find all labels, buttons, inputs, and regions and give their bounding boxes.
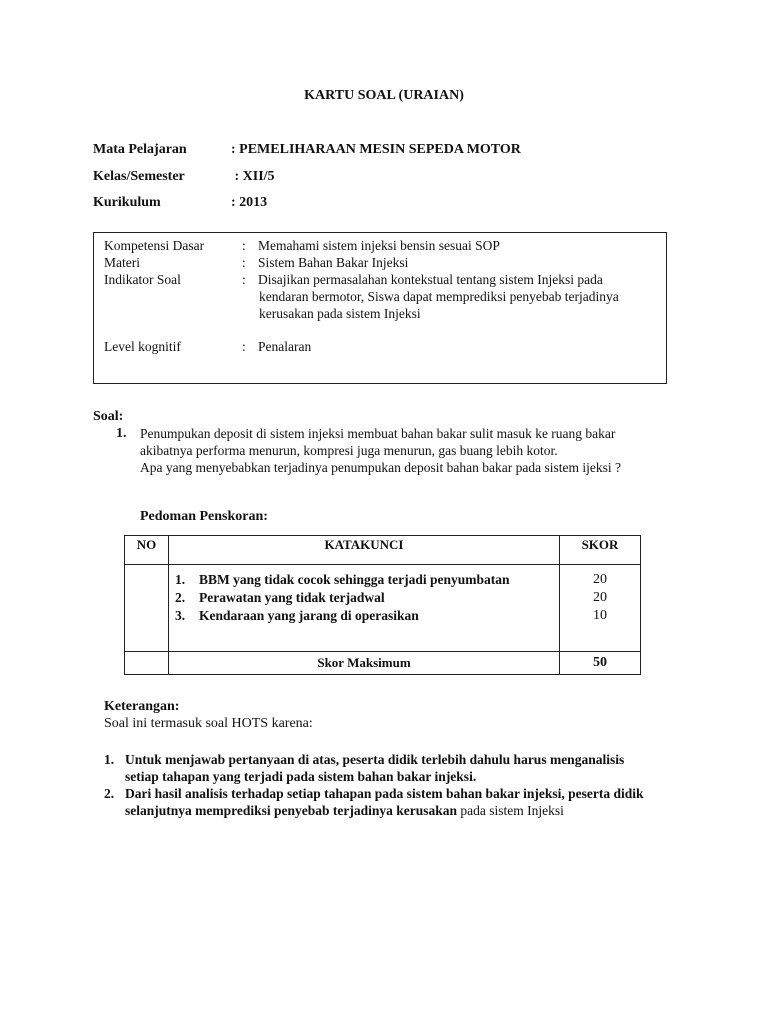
pedoman-label: Pedoman Penskoran: (140, 509, 268, 524)
katakunci-cell (169, 565, 560, 652)
question-line-3: Apa yang menyebabkan terjadinya penumpukan deposit bahan bakar pada sistem ijeksi ? (140, 460, 621, 475)
item-number: 3. (175, 608, 186, 623)
max-score-row (125, 652, 641, 675)
colon: : (242, 255, 246, 270)
kelas-semester-value: : XII/5 (231, 169, 275, 184)
note-line: Untuk menjawab pertanyaan di atas, peserta didik terlebih dahulu harus menganalisis (125, 752, 625, 767)
question-line-2: akibatnya performa menurun, kompresi juga menurun, gas buang lebih kotor. (140, 443, 558, 458)
level-label: Level kognitif (104, 339, 181, 354)
item-text: BBM yang tidak cocok sehingga terjadi penyumbatan (199, 572, 510, 587)
max-score-label: Skor Maksimum (169, 652, 560, 675)
indikator-row (104, 272, 603, 288)
question-line-1: Penumpukan deposit di sistem injeksi membuat bahan bakar sulit masuk ke ruang bakar (140, 426, 616, 441)
level-row (104, 339, 312, 355)
item-score: 20 (593, 590, 607, 605)
level-value: Penalaran (258, 339, 312, 354)
note-line (125, 803, 564, 819)
mata-pelajaran-label: Mata Pelajaran (93, 142, 187, 157)
item-text: Perawatan yang tidak terjadwal (199, 590, 385, 605)
question-number: 1. (116, 426, 127, 441)
indikator-label: Indikator Soal (104, 272, 181, 287)
indikator-line-3: kerusakan pada sistem Injeksi (259, 306, 421, 321)
colon: : (242, 339, 246, 354)
materi-value: Sistem Bahan Bakar Injeksi (258, 255, 409, 270)
item-text: Kendaraan yang jarang di operasikan (199, 608, 419, 623)
kelas-semester-label: Kelas/Semester (93, 169, 185, 184)
keterangan-label: Keterangan: (104, 699, 180, 714)
item-score: 10 (593, 608, 607, 623)
kompetensi-value: Memahami sistem injeksi bensin sesuai SOP (258, 238, 500, 253)
note-rest-text: pada sistem Injeksi (457, 803, 564, 818)
mata-pelajaran-value: : PEMELIHARAAN MESIN SEPEDA MOTOR (231, 142, 521, 157)
soal-label: Soal: (93, 409, 124, 424)
max-score-value: 50 (560, 652, 641, 675)
kurikulum-value: : 2013 (231, 195, 268, 210)
page-title: KARTU SOAL (URAIAN) (304, 88, 464, 103)
indikator-line-2: kendaran bermotor, Siswa dapat memprediksi penyebab terjadinya (259, 289, 619, 304)
header-skor: SKOR (560, 536, 641, 565)
header-katakunci: KATAKUNCI (169, 536, 560, 565)
kurikulum-label: Kurikulum (93, 195, 161, 210)
indikator-line-1: Disajikan permasalahan kontekstual tentang sistem Injeksi pada (258, 272, 603, 287)
materi-label: Materi (104, 255, 140, 270)
mata-pelajaran-row (93, 142, 521, 158)
kurikulum-row (93, 195, 268, 211)
list-item (175, 571, 559, 589)
scoring-table (124, 535, 641, 675)
keterangan-subtitle: Soal ini termasuk soal HOTS karena: (104, 716, 313, 731)
item-score: 20 (593, 572, 607, 587)
kompetensi-label: Kompetensi Dasar (104, 238, 205, 253)
note-line: setiap tahapan yang terjadi pada sistem bahan bakar injeksi. (125, 769, 477, 784)
kompetensi-row (104, 238, 500, 254)
colon: : (242, 272, 246, 287)
note-number: 1. (104, 752, 115, 767)
table-row (125, 565, 641, 652)
empty-cell (125, 652, 169, 675)
list-item (175, 589, 559, 607)
kelas-semester-row (93, 169, 275, 185)
no-cell (125, 565, 169, 652)
skor-cell (560, 565, 641, 652)
item-number: 1. (175, 572, 186, 587)
item-number: 2. (175, 590, 186, 605)
colon: : (242, 238, 246, 253)
materi-row (104, 255, 409, 271)
note-line: Dari hasil analisis terhadap setiap tahapan pada sistem bahan bakar injeksi, peserta didik (125, 786, 644, 801)
header-no: NO (125, 536, 169, 565)
note-bold-text: selanjutnya memprediksi penyebab terjadinya kerusakan (125, 803, 458, 818)
table-header-row (125, 536, 641, 565)
note-number: 2. (104, 786, 115, 801)
list-item (175, 607, 559, 625)
